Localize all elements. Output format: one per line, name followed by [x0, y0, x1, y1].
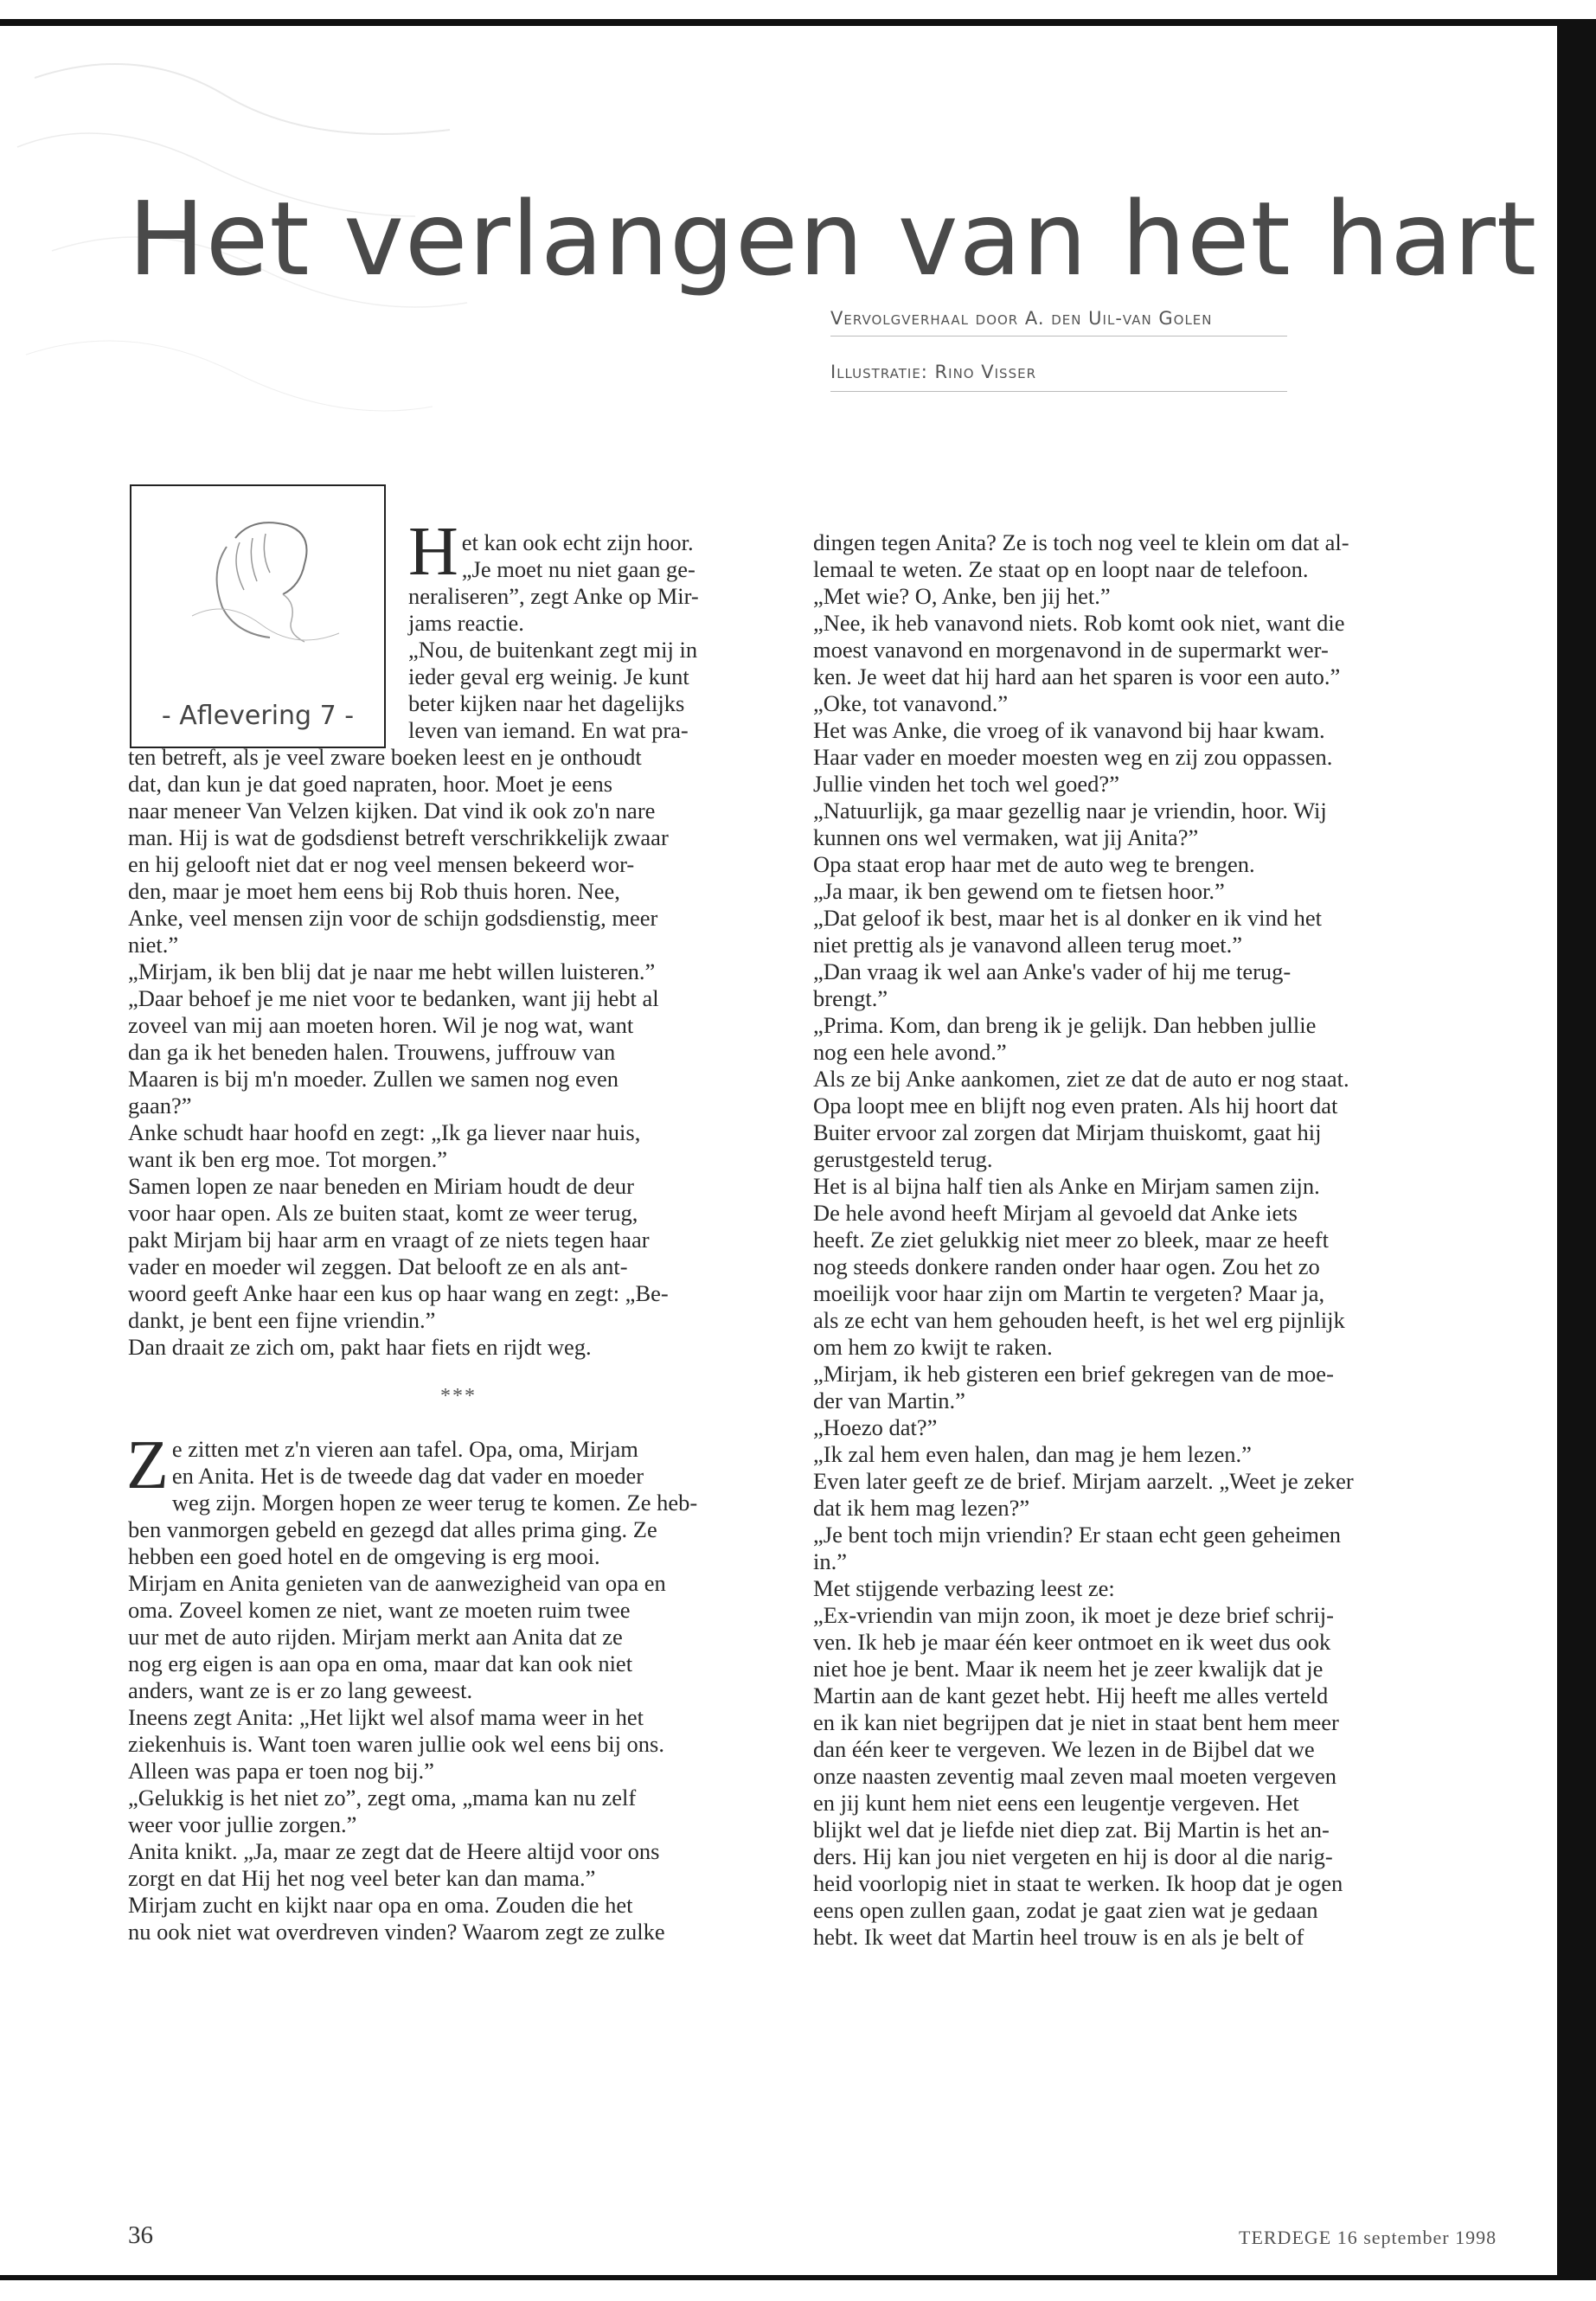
illustrator-credit: Illustratie: Rino Visser: [830, 362, 1036, 382]
text-line: „Gelukkig is het niet zo”, zegt oma, „mama kan nu zelf: [128, 1785, 637, 1811]
right-column: [813, 529, 1474, 1951]
text-line: Het was Anke, die vroeg of ik vanavond bij haar kwam.: [813, 717, 1325, 743]
text-line: Martin aan de kant gezet hebt. Hij heeft me alles verteld: [813, 1682, 1329, 1708]
text-line: en jij kunt hem niet eens een leugentje vergeven. Het: [813, 1790, 1299, 1816]
text-line: ben vanmorgen gebeld en gezegd dat alles prima ging. Ze: [128, 1516, 657, 1542]
text-line: dingen tegen Anita? Ze is toch nog veel te klein om dat al-: [813, 529, 1349, 555]
text-line: dan ga ik het beneden halen. Trouwens, juffrouw van: [128, 1039, 616, 1065]
text-line: en Anita. Het is de tweede dag dat vader en moeder: [171, 1463, 644, 1489]
text-line: Even later geeft ze de brief. Mirjam aarzelt. „Weet je zeker: [813, 1468, 1354, 1494]
text-line: hebt. Ik weet dat Martin heel trouw is en als je belt of: [813, 1924, 1304, 1950]
text-line: ven. Ik heb je maar één keer ontmoet en ik weet dus ook: [813, 1629, 1331, 1655]
text-line: beter kijken naar het dagelijks: [408, 690, 685, 716]
top-border: [0, 19, 1557, 26]
left-text-block-b: [126, 1427, 789, 1945]
text-line: vader en moeder wil zeggen. Dat belooft ze en als ant-: [128, 1253, 628, 1279]
text-line: als ze echt van hem gehouden heeft, is het wel erg pijnlijk: [813, 1307, 1345, 1333]
text-line: Samen lopen ze naar beneden en Miriam houdt de deur: [128, 1173, 634, 1199]
text-line: weer voor jullie zorgen.”: [128, 1811, 357, 1837]
text-line: heid voorlopig niet in staat te werken. Ik hoop dat je ogen: [813, 1870, 1343, 1896]
text-line: onze naasten zeventig maal zeven maal moeten vergeven: [813, 1763, 1337, 1789]
publication-footer: TERDEGE 16 september 1998: [1239, 2227, 1497, 2248]
text-line: Opa loopt mee en blijft nog even praten. Als hij hoort dat: [813, 1093, 1338, 1118]
text-line: et kan ook echt zijn hoor.: [461, 529, 694, 555]
text-line: Anke schudt haar hoofd en zegt: „Ik ga liever naar huis,: [128, 1119, 641, 1145]
left-column: [126, 514, 789, 1945]
text-line: dat ik hem mag lezen?”: [813, 1495, 1030, 1521]
text-line: Ineens zegt Anita: „Het lijkt wel alsof mama weer in het: [128, 1704, 644, 1730]
text-line: gerustgesteld terug.: [813, 1146, 993, 1172]
text-line: neraliseren”, zegt Anke op Mir-: [408, 583, 699, 609]
text-line: blijkt wel dat je liefde niet diep zat. Bij Martin is het an-: [813, 1817, 1330, 1843]
text-line: Mirjam zucht en kijkt naar opa en oma. Zouden die het: [128, 1892, 633, 1918]
text-line: Het is al bijna half tien als Anke en Mirjam samen zijn.: [813, 1173, 1320, 1199]
text-line: den, maar je moet hem eens bij Rob thuis horen. Nee,: [128, 878, 620, 904]
text-line: „Ik zal hem even halen, dan mag je hem lezen.”: [813, 1441, 1252, 1467]
text-line: „Ja maar, ik ben gewend om te fietsen hoor.”: [813, 878, 1225, 904]
text-line: Mirjam en Anita genieten van de aanwezigheid van opa en: [128, 1570, 666, 1596]
right-border: [1557, 19, 1596, 2277]
text-line: man. Hij is wat de godsdienst betreft verschrikkelijk zwaar: [128, 824, 669, 850]
credit-underline: [830, 391, 1287, 392]
text-line: Jullie vinden het toch wel goed?”: [813, 771, 1119, 797]
text-line: en ik kan niet begrijpen dat je niet in staat bent hem meer: [813, 1709, 1339, 1735]
text-line: moest vanavond en morgenavond in de supermarkt wer-: [813, 637, 1329, 663]
text-line: naar meneer Van Velzen kijken. Dat vind ik ook zo'n nare: [128, 798, 656, 824]
text-line: gaan?”: [128, 1093, 192, 1118]
text-line: „Mirjam, ik ben blij dat je naar me hebt willen luisteren.”: [128, 958, 656, 984]
text-line: woord geeft Anke haar een kus op haar wang en zegt: „Be-: [128, 1280, 669, 1306]
text-line: ziekenhuis is. Want toen waren jullie ook wel eens bij ons.: [128, 1731, 664, 1757]
text-line: „Dan vraag ik wel aan Anke's vader of hij me terug-: [813, 958, 1292, 984]
text-line: dankt, je bent een fijne vriendin.”: [128, 1307, 436, 1333]
text-line: „Hoezo dat?”: [813, 1414, 938, 1440]
text-line: en hij gelooft niet dat er nog veel mensen bekeerd wor-: [128, 851, 635, 877]
text-line: e zitten met z'n vieren aan tafel. Opa, oma, Mirjam: [171, 1436, 638, 1462]
text-line: „Daar behoef je me niet voor te bedanken, want jij hebt al: [128, 985, 659, 1011]
text-line: Als ze bij Anke aankomen, ziet ze dat de auto er nog staat.: [813, 1066, 1349, 1092]
text-line: dan één keer te vergeven. We lezen in de Bijbel dat we: [813, 1736, 1315, 1762]
text-line: in.”: [813, 1548, 847, 1574]
page-number: 36: [128, 2221, 153, 2249]
text-line: hebben een goed hotel en de omgeving is erg mooi.: [128, 1543, 600, 1569]
text-line: niet prettig als je vanavond alleen terug moet.”: [813, 932, 1242, 958]
text-line: „Nee, ik heb vanavond niets. Rob komt ook niet, want die: [813, 610, 1345, 636]
text-line: „Oke, tot vanavond.”: [813, 690, 1009, 716]
text-line: heeft. Ze ziet gelukkig niet meer zo bleek, maar ze heeft: [813, 1227, 1329, 1253]
text-line: Anke, veel mensen zijn voor de schijn godsdienstig, meer: [128, 905, 658, 931]
text-line: dat, dan kun je dat goed napraten, hoor. Moet je eens: [128, 771, 613, 797]
text-line: Met stijgende verbazing leest ze:: [813, 1575, 1115, 1601]
text-line: eens open zullen gaan, zodat je gaat zien wat je gedaan: [813, 1897, 1318, 1923]
text-line: nog een hele avond.”: [813, 1039, 1007, 1065]
text-line: anders, want ze is er zo lang geweest.: [128, 1677, 473, 1703]
text-line: pakt Mirjam bij haar arm en vraagt of ze niets tegen haar: [128, 1227, 650, 1253]
text-line: jams reactie.: [408, 610, 524, 636]
text-line: moeilijk voor haar zijn om Martin te vergeten? Maar ja,: [813, 1280, 1325, 1306]
bottom-border: [0, 2275, 1596, 2280]
text-line: voor haar open. Als ze buiten staat, komt ze weer terug,: [128, 1200, 638, 1226]
text-line: nog steeds donkere randen onder haar ogen. Zou het zo: [813, 1253, 1320, 1279]
text-line: De hele avond heeft Mirjam al gevoeld dat Anke iets: [813, 1200, 1298, 1226]
text-line: „Mirjam, ik heb gisteren een brief gekregen van de moe-: [813, 1361, 1334, 1387]
text-line: „Natuurlijk, ga maar gezellig naar je vriendin, hoor. Wij: [813, 798, 1327, 824]
text-line: „Prima. Kom, dan breng ik je gelijk. Dan hebben jullie: [813, 1012, 1317, 1038]
text-line: nog erg eigen is aan opa en oma, maar dat kan ook niet: [128, 1650, 633, 1676]
text-line: lemaal te weten. Ze staat op en loopt naar de telefoon.: [813, 556, 1309, 582]
section-separator: ***: [440, 1385, 477, 1407]
text-line: ken. Je weet dat hij hard aan het sparen is voor een auto.”: [813, 663, 1341, 689]
episode-label: - Aflevering 7 -: [161, 701, 355, 731]
text-line: Opa staat erop haar met de auto weg te brengen.: [813, 851, 1255, 877]
text-line: Haar vader en moeder moesten weg en zij zou oppassen.: [813, 744, 1333, 770]
article-title: Het verlangen van het hart: [128, 179, 1538, 299]
author-credit: Vervolgverhaal door A. den Uil-van Golen: [830, 308, 1213, 329]
left-text-block-a: [128, 744, 789, 1361]
text-line: Alleen was papa er toen nog bij.”: [128, 1758, 434, 1784]
text-line: leven van iemand. En wat pra-: [408, 717, 689, 743]
text-line: Maaren is bij m'n moeder. Zullen we samen nog even: [128, 1066, 619, 1092]
text-line: Anita knikt. „Ja, maar ze zegt dat de Heere altijd voor ons: [128, 1838, 660, 1864]
text-line: brengt.”: [813, 985, 888, 1011]
text-line: niet.”: [128, 932, 179, 958]
text-line: weg zijn. Morgen hopen ze weer terug te komen. Ze heb-: [171, 1490, 698, 1516]
text-line: Dan draait ze zich om, pakt haar fiets en rijdt weg.: [128, 1334, 592, 1360]
text-line: „Nou, de buitenkant zegt mij in: [408, 637, 698, 663]
text-line: niet hoe je bent. Maar ik neem het je zeer kwalijk dat je: [813, 1656, 1324, 1682]
text-line: want ik ben erg moe. Tot morgen.”: [128, 1146, 448, 1172]
text-line: „Dat geloof ik best, maar het is al donker en ik vind het: [813, 905, 1322, 931]
text-line: „Ex-vriendin van mijn zoon, ik moet je deze brief schrij-: [813, 1602, 1334, 1628]
text-line: zorgt en dat Hij het nog veel beter kan dan mama.”: [128, 1865, 596, 1891]
drop-cap: H: [408, 514, 458, 590]
text-line: uur met de auto rijden. Mirjam merkt aan Anita dat ze: [128, 1624, 623, 1650]
text-line: kunnen ons wel vermaken, wat jij Anita?”: [813, 824, 1199, 850]
text-line: „Met wie? O, Anke, ben jij het.”: [813, 583, 1111, 609]
text-line: om hem zo kwijt te raken.: [813, 1334, 1053, 1360]
text-line: nu ook niet wat overdreven vinden? Waarom zegt ze zulke: [128, 1919, 665, 1945]
text-line: Buiter ervoor zal zorgen dat Mirjam thuiskomt, gaat hij: [813, 1119, 1322, 1145]
text-line: ders. Hij kan jou niet vergeten en hij is door al die narig-: [813, 1843, 1333, 1869]
text-line: „Je moet nu niet gaan ge-: [461, 556, 695, 582]
text-line: der van Martin.”: [813, 1388, 965, 1413]
text-line: ieder geval erg weinig. Je kunt: [408, 663, 689, 689]
drop-cap: Z: [126, 1427, 169, 1503]
text-line: ten betreft, als je veel zware boeken leest en je onthoudt: [128, 744, 642, 770]
text-line: zoveel van mij aan moeten horen. Wil je nog wat, want: [128, 1012, 634, 1038]
text-line: „Je bent toch mijn vriendin? Er staan echt geen geheimen: [813, 1522, 1342, 1548]
text-line: oma. Zoveel komen ze niet, want ze moeten ruim twee: [128, 1597, 631, 1623]
